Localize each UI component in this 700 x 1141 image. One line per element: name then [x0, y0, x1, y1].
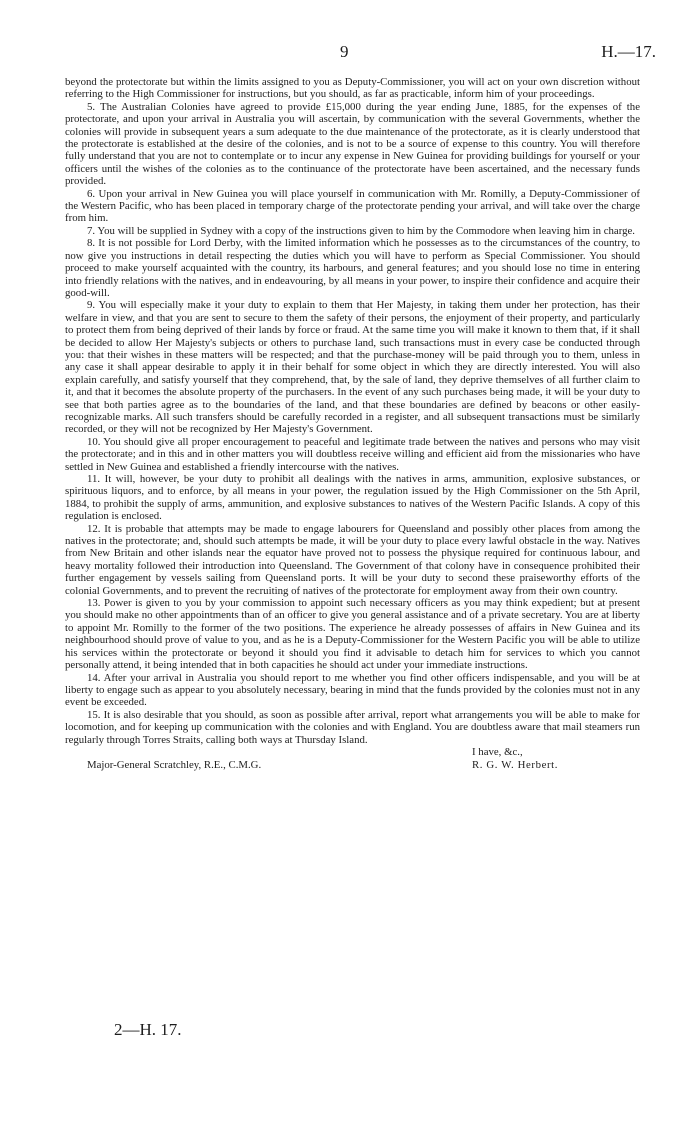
sheet-reference: 2—H. 17.: [114, 1020, 182, 1039]
paragraph-continuation: beyond the protectorate but within the limits assigned to you as Deputy-Commissioner, you will act on your own discretion without referring to the High Commissioner for instructions, but you should, as far as practicable, inform him of your proceedings.: [65, 76, 640, 101]
salutation: I have, &c.,: [472, 745, 523, 758]
signature: R. G. W. Herbert.: [472, 758, 559, 771]
paragraph-12: 12. It is probable that attempts may be made to engage labourers for Queensland and possibly other places from among the natives in the protectorate; and, should such attempts be made, it will be your duty to place every lawful obstacle in the way. Natives from New Britain and other islands near the equator have proved not to possess the physique required for continuous labour, and heavy mortality followed their introduction into Queensland. The Government of that colony have in consequence prohibited their further engagement by vessels sailing from Queensland ports. It will be your duty to second these praiseworthy efforts of the colonial Governments, and to prevent the recruiting of natives of the protectorate for employment away from their own country.: [65, 522, 640, 597]
paragraph-14: 14. After your arrival in Australia you should report to me whether you find other officers indispensable, and you will be at liberty to engage such as appear to you absolutely necessary, bearing in mind that the funds provided by the colonies must not in any event be exceeded.: [65, 671, 640, 709]
document-reference: H.—17.: [601, 42, 656, 61]
paragraph-8: 8. It is not possible for Lord Derby, with the limited information which he possesses as to the circumstances of the country, to now give you instructions in detail respecting the duties which you will have to perform as Special Commissioner. You should proceed to make yourself acquainted with the country, its harbours, and general features; and you should lose no time in entering into friendly relations with the natives, and in endeavouring, by all means in your power, to inspire their confidence and acquire their good-will.: [65, 237, 640, 299]
paragraph-11: 11. It will, however, be your duty to prohibit all dealings with the natives in arms, ammunition, explosive substances, or spirituous liquors, and to enforce, by all means in your power, the regulation issued by the High Commissioner on the 5th April, 1884, to prohibit the supply of arms, ammunition, and explosive substances to natives of the Western Pacific Islands. A copy of this regulation is enclosed.: [65, 473, 640, 523]
page-number: 9: [340, 42, 349, 61]
paragraph-5: 5. The Australian Colonies have agreed to provide £15,000 during the year ending June, 1885, for the expenses of the protectorate, and upon your arrival in Australia you will ascertain, by communication with the several Governments, whether the colonies will provide in subsequent years a sum adequate to the due maintenance of the protectorate, as it is clearly understood that the protectorate is established at the desire of the colonies, and is not to be a source of expense to this country. You will therefore fully understand that you are not to contemplate or to incur any expense in New Guinea for providing buildings for yourself or your officers until the wishes of the colonies as to the continuance of the protectorate have been ascertained, and the necessary funds provided.: [65, 100, 640, 188]
paragraph-13: 13. Power is given to you by your commission to appoint such necessary officers as you may think expedient; but at present you should make no other appointments than of an officer to give you general assistance and of a private secretary. You are at liberty to appoint Mr. Romilly to the former of the two positions. The experience he already possesses of affairs in New Guinea and its neighbourhood should prove of value to you, and as he is a Deputy-Commissioner for the Western Pacific you will be able to utilize his services within the protectorate or beyond it should you find it advisable to detach him for services to which you cannot personally attend, it being intended that in both capacities he should act under your immediate instructions.: [65, 597, 640, 672]
paragraph-15: 15. It is also desirable that you should, as soon as possible after arrival, report what arrangements you will be able to make for locomotion, and for keeping up communication with the colonies and with England. You are doubtless aware that mail steamers run regularly through Torres Straits, calling both ways at Thursday Island.: [65, 708, 640, 746]
paragraph-10: 10. You should give all proper encouragement to peaceful and legitimate trade between the natives and persons who may visit the protectorate; and in this and in other matters you will doubtless receive willing and efficient aid from the missionaries who have settled in New Guinea and established a friendly intercourse with the natives.: [65, 435, 640, 473]
letter-closing: [65, 746, 640, 774]
paragraph-9: 9. You will especially make it your duty to explain to them that Her Majesty, in taking them under her protection, has their welfare in view, and that you are sent to secure to them the safety of their persons, the enjoyment of their property, and particularly to protect them from being deprived of their lands by force or fraud. At the same time you will make it known to them that, if it shall be decided to allow Her Majesty's subjects or others to purchase land, such transactions must in every case be conducted through you: that their wishes in these matters will be respected; and that the purchase-money will be paid through you to them, unless in any case it shall appear desirable to apply it in their behalf for some object in which they are directly interested. You will also explain carefully, and satisfy yourself that they comprehend, that, by the sale of land, they deprive themselves of all further claim to it, and that it becomes the absolute property of the purchasers. In the event of any such purchases being made, it will be your duty to see that both parties agree as to the boundaries of the land, and that these boundaries are defined by beacons or other easily-recognizable marks. All such transfers should be carefully recorded in a register, and all subsequent transactions must be similarly recorded, or they will not be recognized by Her Majesty's Government.: [65, 299, 640, 436]
addressee: Major-General Scratchley, R.E., C.M.G.: [87, 758, 262, 771]
paragraph-7: 7. You will be supplied in Sydney with a copy of the instructions given to him by the Commodore when leaving him in charge.: [87, 224, 635, 237]
page-header: [0, 42, 700, 66]
letter-body: [65, 76, 640, 774]
paragraph-6: 6. Upon your arrival in New Guinea you will place yourself in communication with Mr. Romilly, a Deputy-Commissioner of the Western Pacific, who has been placed in temporary charge of the protectorate pending your arrival, and will take over the charge from him.: [65, 187, 640, 225]
